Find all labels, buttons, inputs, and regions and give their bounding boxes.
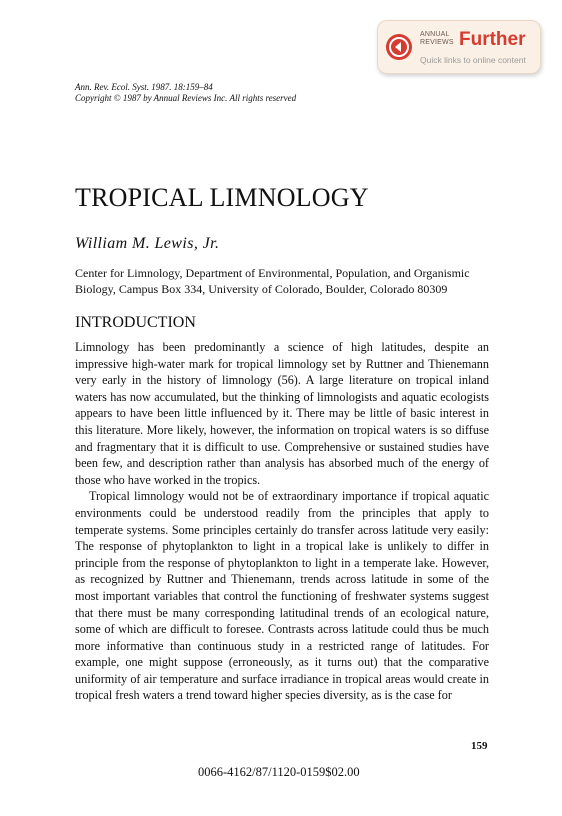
article-title: TROPICAL LIMNOLOGY	[75, 183, 369, 212]
article-author: William M. Lewis, Jr.	[75, 235, 220, 252]
copyright-notice: Copyright © 1987 by Annual Reviews Inc. All rights reserved	[75, 93, 297, 103]
body-paragraph: Tropical limnology would not be of extraordinary importance if tropical aquatic environments could be understood readily from the principles that apply to temperate systems. Some principles certainly do transfer across latitude very easily: The response of phytoplankton to light in a tropical lake is unlikely to differ in principle from the response of phytoplankton to light in a temperate lake. However, as recognized by Ruttner and Thienemann, trends across latitude in some of the most important variables that control the functioning of freshwater systems suggest that there must be many corresponding latitudinal trends of an ecological nature, some of which are difficult to foresee. Contrasts across latitude could thus be much more informative than continuous study in a restricted range of latitudes. For example, one might suppose (erroneously, as it turns out) that the comparative uniformity of air temperature and surface irradiance in tropical areas would create in tropical fresh waters a trend toward higher species diversity, as is the case for	[75, 489, 489, 703]
body-paragraph: Limnology has been predominantly a science of high latitudes, despite an impressive high-water mark for tropical limnology set by Ruttner and Thienemann very early in the history of limnology (56). A large literature on tropical inland waters has now accumulated, but the thinking of limnologists and aquatic ecologists appears to have been little influenced by it. There may be little of basic interest in this literature. More likely, however, the information on tropical waters is so diffuse and fragmentary that it is difficult to use. Comprehensive or sustained studies have been few, and description rather than analysis has absorbed much of the energy of those who have worked in the tropics.	[75, 340, 489, 487]
journal-citation: Ann. Rev. Ecol. Syst. 1987. 18:159–84	[75, 82, 213, 92]
further-banner[interactable]	[377, 20, 541, 74]
page-number: 159	[471, 740, 488, 752]
banner-publisher-line1: ANNUAL	[420, 31, 450, 38]
banner-brand: Further	[459, 29, 526, 50]
article-body	[75, 339, 489, 704]
affiliation-line: Biology, Campus Box 334, University of Colorado, Boulder, Colorado 80309	[75, 282, 448, 296]
play-arrow-icon[interactable]	[386, 34, 412, 60]
section-heading: INTRODUCTION	[75, 314, 196, 331]
affiliation-line: Center for Limnology, Department of Environmental, Population, and Organismic	[75, 266, 470, 280]
journal-header	[75, 82, 296, 104]
author-affiliation	[75, 265, 470, 297]
banner-publisher-line2: REVIEWS	[420, 39, 454, 46]
banner-tagline[interactable]: Quick links to online content	[420, 55, 526, 65]
article-code: 0066-4162/87/1120-0159$02.00	[198, 765, 360, 779]
